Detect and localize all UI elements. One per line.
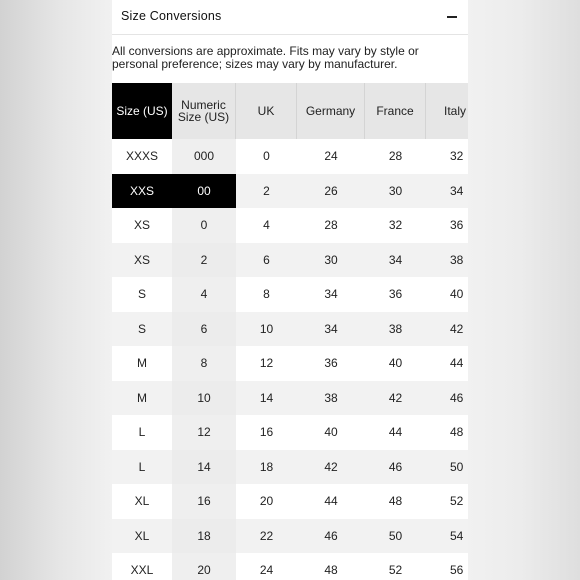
table-cell: XXS — [112, 174, 172, 209]
table-cell: 56 — [450, 563, 464, 578]
table-header-row — [112, 83, 468, 139]
table-cell: S — [137, 287, 146, 302]
table-cell: 00 — [172, 174, 236, 209]
minus-icon[interactable] — [447, 16, 457, 18]
table-cell: XS — [112, 243, 172, 278]
table-cell: 32 — [388, 218, 403, 233]
table-body — [112, 139, 468, 580]
table-cell: XL — [134, 494, 150, 509]
table-cell: 20 — [172, 553, 236, 580]
header-label: Italy — [444, 103, 467, 118]
table-row — [112, 450, 468, 485]
table-cell: 42 — [297, 450, 365, 485]
table-cell: 38 — [426, 243, 468, 278]
table-cell: 2 — [172, 243, 236, 278]
table-cell: 54 — [426, 519, 468, 554]
size-conversions-panel — [112, 0, 468, 580]
table-cell: 50 — [426, 450, 468, 485]
table-cell: 38 — [365, 312, 426, 347]
table-cell: 42 — [365, 381, 426, 416]
table-cell: 22 — [236, 519, 297, 554]
table-cell: 40 — [388, 356, 403, 371]
table-cell: 14 — [236, 381, 297, 416]
table-row — [112, 346, 468, 381]
table-cell: 16 — [172, 484, 236, 519]
table-row — [112, 312, 468, 347]
table-cell: 12 — [259, 356, 274, 371]
table-cell: S — [112, 312, 172, 347]
accordion-title: Size Conversions — [121, 9, 222, 23]
table-cell: XXXS — [125, 149, 158, 164]
table-cell: 28 — [388, 149, 403, 164]
table-cell: 34 — [297, 312, 365, 347]
header-germany — [297, 83, 365, 139]
table-cell: XXL — [130, 563, 154, 578]
table-cell: XS — [133, 218, 150, 233]
table-cell: 34 — [365, 243, 426, 278]
table-cell: 38 — [297, 381, 365, 416]
table-row — [112, 174, 468, 209]
table-cell: 18 — [236, 450, 297, 485]
table-cell: 48 — [450, 425, 464, 440]
header-italy — [426, 83, 468, 139]
disclaimer-text: All conversions are approximate. Fits may vary by style or personal preference; sizes may vary by manufacturer. — [112, 44, 419, 71]
table-cell: 40 — [324, 425, 338, 440]
table-cell: 2 — [236, 174, 297, 209]
header-label: France — [376, 103, 414, 118]
table-cell: 46 — [365, 450, 426, 485]
table-cell: L — [112, 450, 172, 485]
table-cell: 18 — [172, 519, 236, 554]
table-cell: 26 — [297, 174, 365, 209]
table-cell: 44 — [388, 425, 403, 440]
table-cell: 16 — [259, 425, 274, 440]
header-label: Numeric Size (US) — [177, 97, 230, 124]
table-cell: 36 — [450, 218, 464, 233]
table-cell: 42 — [426, 312, 468, 347]
table-cell: 34 — [324, 287, 338, 302]
table-cell: 44 — [324, 494, 338, 509]
table-cell: 12 — [172, 415, 236, 450]
table-cell: 48 — [324, 563, 338, 578]
table-row — [112, 381, 468, 416]
table-cell: 36 — [324, 356, 338, 371]
table-cell: 0 — [263, 149, 270, 164]
table-row — [112, 415, 468, 450]
table-cell: 30 — [365, 174, 426, 209]
table-cell: L — [138, 425, 146, 440]
table-cell: 52 — [450, 494, 464, 509]
table-cell: 6 — [236, 243, 297, 278]
table-cell: 6 — [172, 312, 236, 347]
table-cell: 4 — [263, 218, 270, 233]
table-row — [112, 208, 468, 243]
header-france — [365, 83, 426, 139]
table-cell: 30 — [297, 243, 365, 278]
table-cell: 000 — [172, 139, 236, 174]
table-cell: 24 — [324, 149, 338, 164]
table-row — [112, 243, 468, 278]
table-cell: 48 — [388, 494, 403, 509]
table-cell: 14 — [172, 450, 236, 485]
accordion-header[interactable] — [112, 0, 468, 35]
table-cell: 46 — [426, 381, 468, 416]
table-row — [112, 484, 468, 519]
table-cell: M — [137, 356, 147, 371]
table-cell: 44 — [450, 356, 464, 371]
header-uk — [236, 83, 297, 139]
table-cell: 10 — [172, 381, 236, 416]
header-size-us — [112, 83, 172, 139]
table-cell: 10 — [236, 312, 297, 347]
table-cell: 36 — [388, 287, 403, 302]
table-row — [112, 553, 468, 580]
table-cell: 28 — [324, 218, 338, 233]
size-conversion-table — [112, 83, 468, 580]
table-row — [112, 139, 468, 174]
table-cell: 52 — [388, 563, 403, 578]
table-row — [112, 277, 468, 312]
header-label: Size (US) — [116, 103, 168, 118]
table-row — [112, 519, 468, 554]
table-cell: 50 — [365, 519, 426, 554]
header-label: Germany — [305, 103, 356, 118]
table-cell: 34 — [426, 174, 468, 209]
table-cell: 24 — [259, 563, 274, 578]
header-label: UK — [257, 103, 275, 118]
table-cell: 8 — [263, 287, 270, 302]
table-cell: XL — [112, 519, 172, 554]
table-cell: 32 — [450, 149, 464, 164]
table-cell: M — [112, 381, 172, 416]
table-cell: 4 — [172, 277, 236, 312]
table-cell: 8 — [172, 346, 236, 381]
table-cell: 20 — [259, 494, 274, 509]
table-cell: 40 — [450, 287, 464, 302]
table-cell: 0 — [172, 208, 236, 243]
table-cell: 46 — [297, 519, 365, 554]
header-numeric-size-us — [172, 83, 236, 139]
